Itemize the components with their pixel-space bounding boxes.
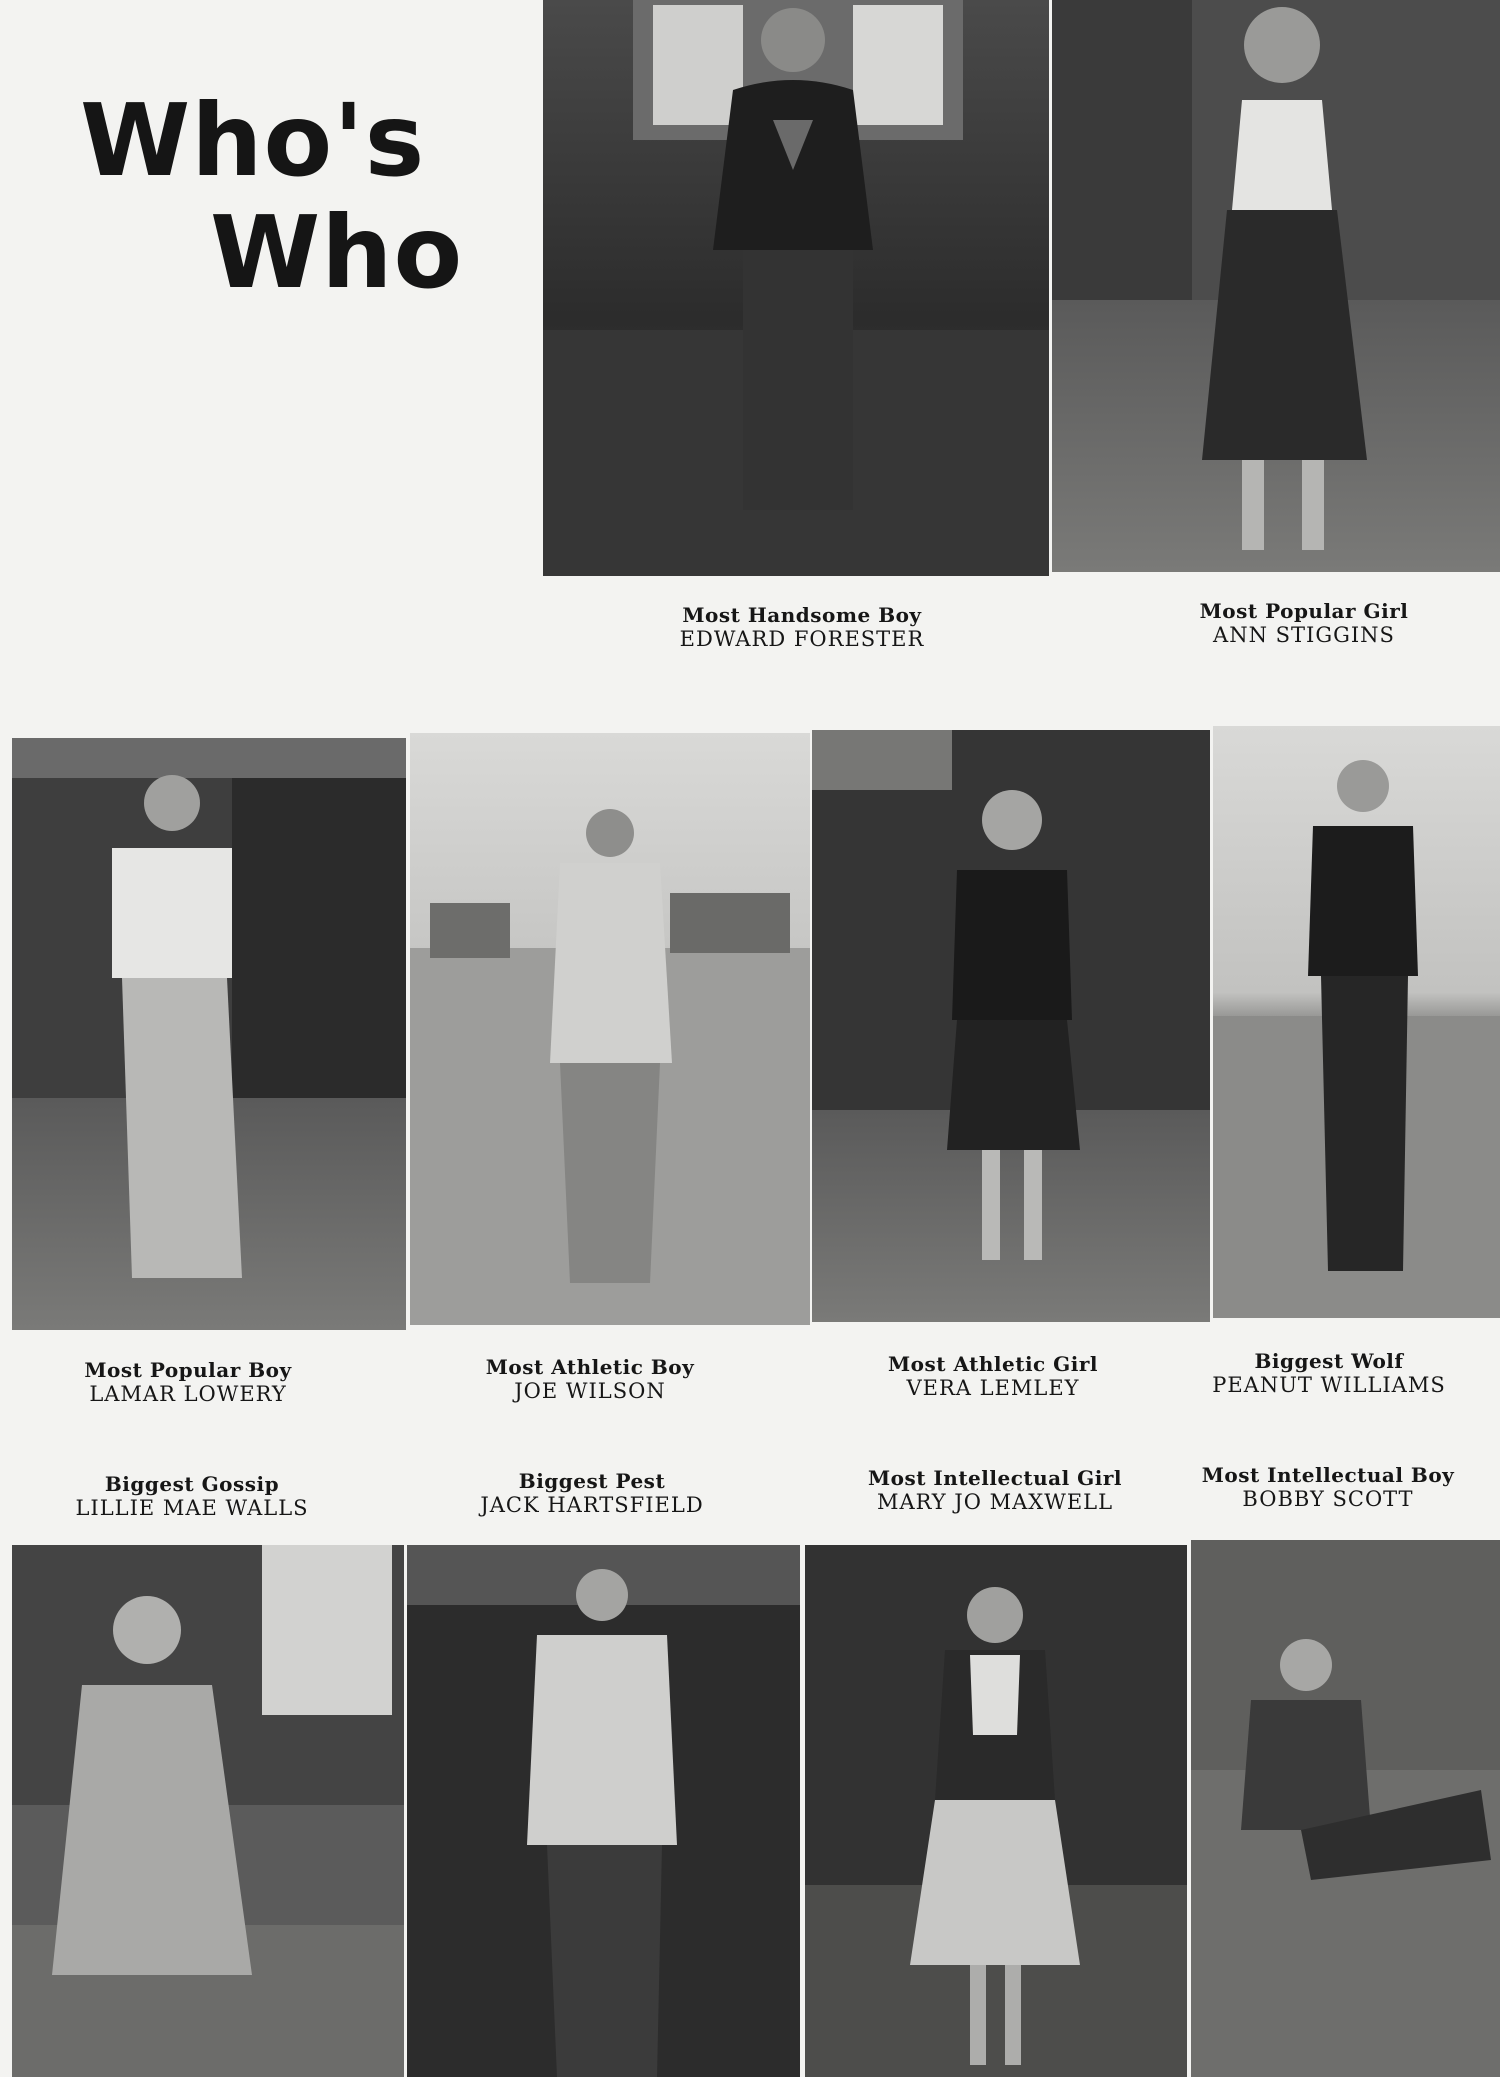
caption-most-handsome-boy [622,603,982,651]
caption-most-athletic-girl [813,1352,1173,1400]
photo-most-intellectual-boy [1191,1540,1500,2077]
student-name: JOE WILSON [514,1379,666,1403]
caption-biggest-pest [412,1469,772,1517]
award-title: Most Popular Boy [84,1358,292,1382]
page-title [80,82,464,311]
award-title: Biggest Gossip [104,1472,280,1496]
award-title: Biggest Pest [518,1469,666,1493]
caption-most-athletic-boy [410,1355,770,1403]
photo-most-handsome-boy [543,0,1049,576]
photo-biggest-wolf [1213,726,1500,1318]
caption-biggest-wolf [1149,1349,1500,1397]
photo-most-popular-girl [1052,0,1500,572]
student-name: PEANUT WILLIAMS [1212,1373,1446,1397]
student-name: VERA LEMLEY [906,1376,1080,1400]
award-title: Most Athletic Girl [888,1352,1098,1376]
student-name: LILLIE MAE WALLS [75,1496,309,1520]
photo-most-athletic-girl [812,730,1210,1322]
student-name: BOBBY SCOTT [1242,1487,1414,1511]
photo-biggest-pest [407,1545,800,2077]
page-title-line-2: Who [210,194,464,311]
caption-most-popular-boy [8,1358,368,1406]
caption-biggest-gossip [12,1472,372,1520]
caption-most-intellectual-boy [1148,1463,1500,1511]
student-name: LAMAR LOWERY [89,1382,287,1406]
award-title: Most Intellectual Girl [867,1466,1122,1490]
student-name: MARY JO MAXWELL [876,1490,1114,1514]
page-title-line-1: Who's [80,82,426,199]
student-name: JACK HARTSFIELD [480,1493,704,1517]
award-title: Most Intellectual Boy [1201,1463,1455,1487]
student-name: EDWARD FORESTER [679,627,925,651]
caption-most-intellectual-girl [815,1466,1175,1514]
award-title: Most Athletic Boy [485,1355,695,1379]
student-name: ANN STIGGINS [1213,623,1395,647]
photo-most-intellectual-girl [805,1545,1187,2077]
photo-most-popular-boy [12,738,406,1330]
award-title: Most Handsome Boy [682,603,922,627]
award-title: Most Popular Girl [1199,599,1409,623]
photo-biggest-gossip [12,1545,404,2077]
award-title: Biggest Wolf [1254,1349,1404,1373]
photo-most-athletic-boy [410,733,810,1325]
caption-most-popular-girl [1124,599,1484,647]
